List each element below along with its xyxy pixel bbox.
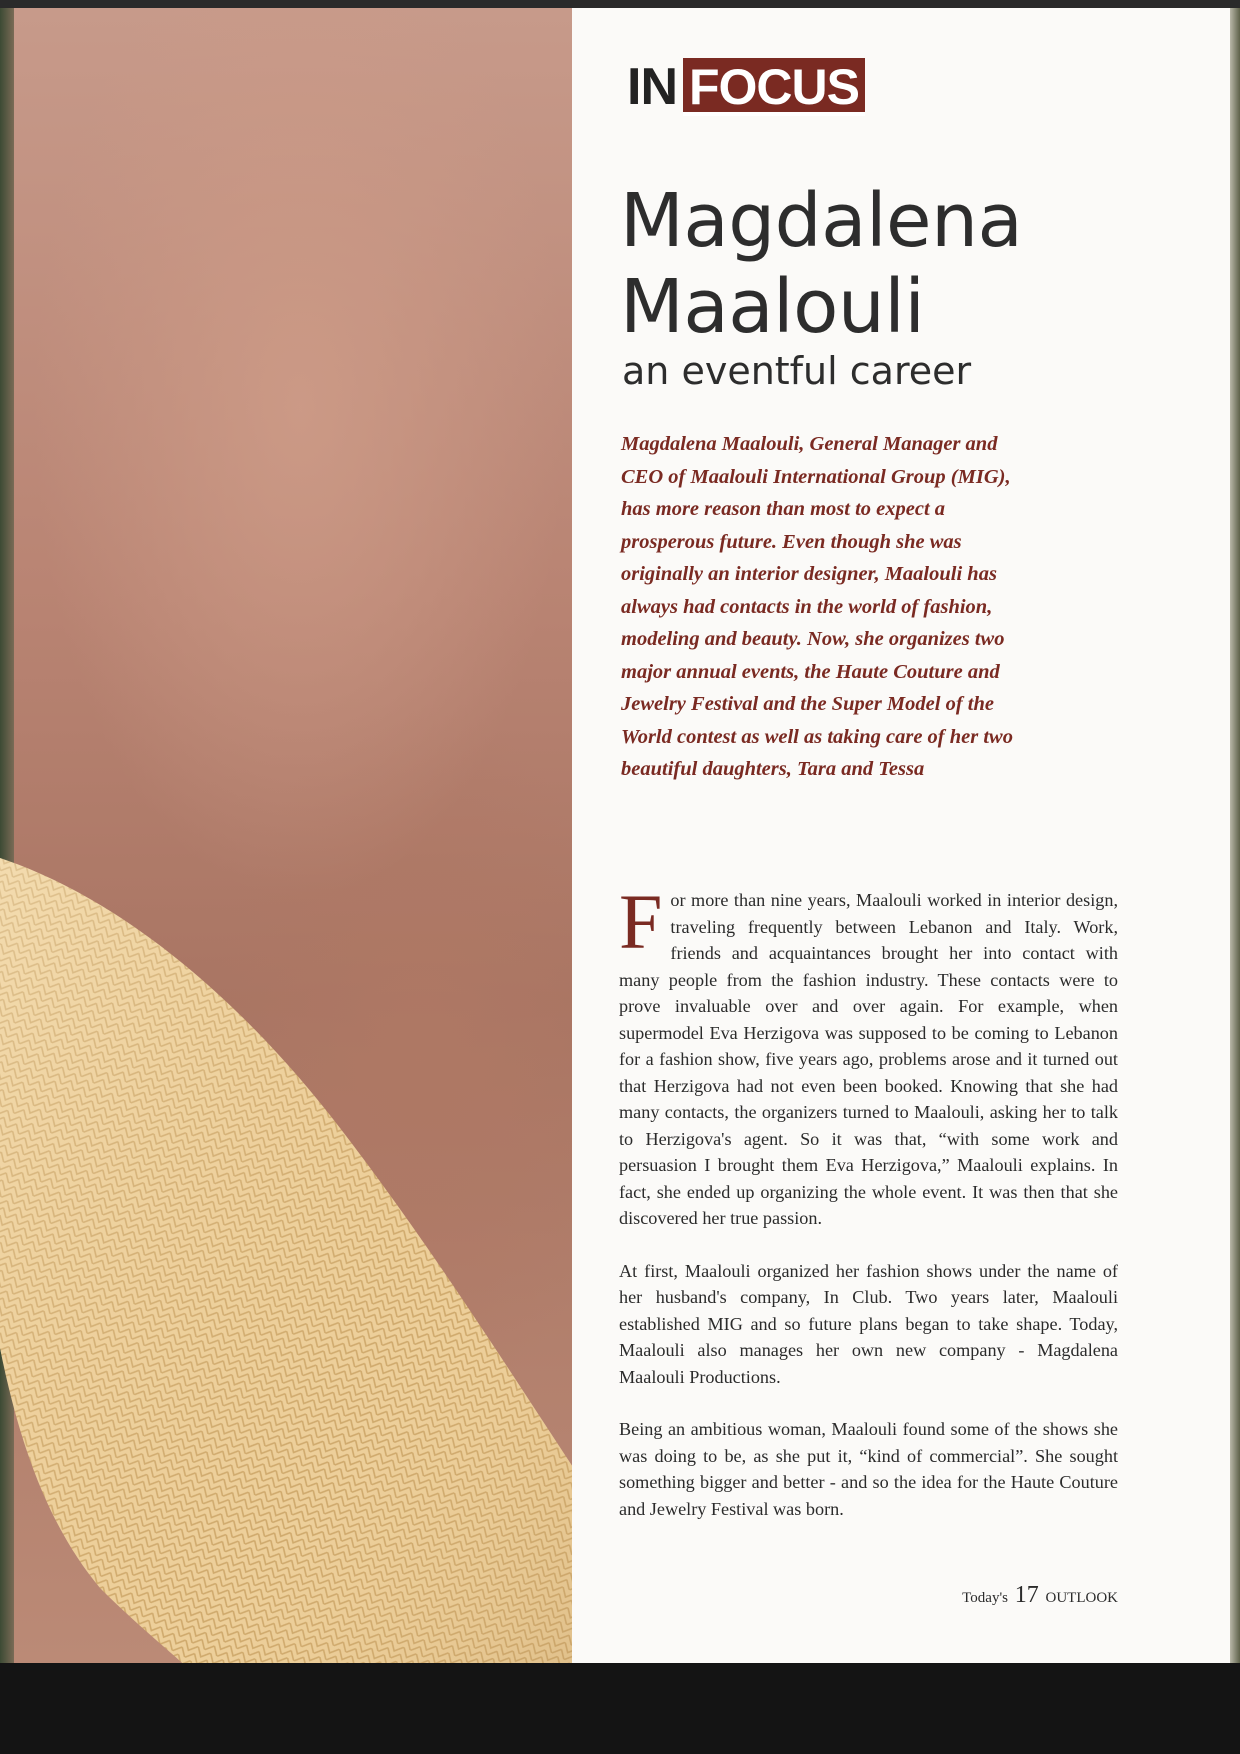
body-paragraph-1-text: or more than nine years, Maalouli worked in interior design, traveling frequently between Lebanon and Italy. Work, friends and acquaintances brought her into contact with many people from the fashion industry. These contacts were to prove invaluable over and over again. For example, when supermodel Eva Herzigova was supposed to be coming to Lebanon for a fashion show, five years ago, problems arose and it turned out that Herzigova had not even been booked. Knowing that she had many contacts, the organizers turned to Maalouli, asking her to talk to Herzigova's agent. So it was that, “with some work and persuasion I brought them Eva Herzigova,” Maalouli explains. In fact, she ended up organizing the whole event. It was then that she discovered her true passion. xyxy=(619,890,1118,1228)
page-folio xyxy=(962,1582,1118,1609)
body-paragraph-1 xyxy=(619,878,1118,1232)
folio-prefix: Today's xyxy=(962,1590,1008,1606)
page-number: 17 xyxy=(1014,1582,1039,1608)
scan-edge-right xyxy=(1230,8,1240,1663)
article-intro: Magdalena Maalouli, General Manager and CEO of Maalouli International Group (MIG), has more reason than most to expect a prosperous future. Even though she was originally an interior designer, Maalouli has always had contacts in the world of fashion, modeling and beauty. Now, she organizes two major annual events, the Haute Couture and Jewelry Festival and the Super Model of the World contest as well as taking care of her two beautiful daughters, Tara and Tessa xyxy=(621,433,1013,780)
article-subtitle: an eventful career xyxy=(622,349,972,393)
scan-edge-top xyxy=(0,0,1240,8)
section-tag-in: IN xyxy=(627,58,677,116)
article-body xyxy=(619,878,1118,1548)
drop-cap: F xyxy=(619,878,663,965)
cover-photo xyxy=(0,8,572,1663)
body-paragraph-3: Being an ambitious woman, Maalouli found some of the shows she was doing to be, as she put it, “kind of commercial”. She sought something bigger and better - and so the idea for the Haute Couture and Jewelry Festival was born. xyxy=(619,1419,1118,1519)
knit-sleeve-image xyxy=(0,828,572,1663)
body-paragraph-2: At first, Maalouli organized her fashion shows under the name of her husband's company, In Club. Two years later, Maalouli established MIG and so future plans began to take shape. Today, Maalouli also manages her own new company - Magdalena Maalouli Productions. xyxy=(619,1260,1118,1387)
magazine-name: OUTLOOK xyxy=(1045,1590,1118,1606)
article-title: Magdalena Maalouli xyxy=(620,178,1023,350)
section-tag-focus: FOCUS xyxy=(683,58,865,116)
section-tag xyxy=(627,58,865,116)
scan-edge-bottom xyxy=(0,1663,1240,1754)
